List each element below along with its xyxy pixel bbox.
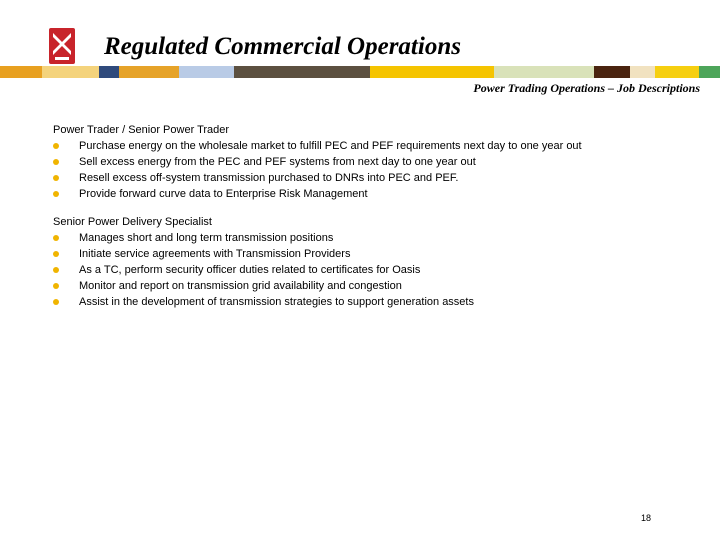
cross-arrows-logo-icon [49,28,75,64]
bullet-icon [53,251,59,257]
color-bar-segment [99,66,119,78]
bullet-icon [53,283,59,289]
list-item [53,186,693,202]
page-title: Regulated Commercial Operations [104,33,461,60]
color-bar-segment [234,66,370,78]
logo [49,28,75,64]
bullet-text: Purchase energy on the wholesale market to fulfill PEC and PEF requirements next day to one year out [79,140,582,152]
page-number: 18 [641,513,652,523]
color-bar-segment [42,66,99,78]
list-item [53,246,693,262]
color-bar-segment [119,66,179,78]
section-power-delivery-specialist [53,214,693,310]
section-title: Power Trader / Senior Power Trader [53,124,230,136]
list-item [53,138,693,154]
bullet-icon [53,175,59,181]
bullet-icon [53,299,59,305]
bullet-icon [53,191,59,197]
job-descriptions [53,122,693,322]
color-bar-segment [699,66,720,78]
list-item [53,262,693,278]
color-bar-segment [370,66,494,78]
bullet-list [53,138,693,202]
color-bar-segment [494,66,594,78]
list-item [53,230,693,246]
color-bar-segment [179,66,234,78]
bullet-text: Assist in the development of transmission strategies to support generation assets [79,296,474,308]
bullet-icon [53,143,59,149]
bullet-text: Manages short and long term transmission positions [79,232,334,244]
bullet-icon [53,159,59,165]
bullet-icon [53,267,59,273]
list-item [53,154,693,170]
header-color-bar [0,66,720,78]
page-subtitle: Power Trading Operations – Job Descriptions [473,81,700,95]
bullet-text: Sell excess energy from the PEC and PEF systems from next day to one year out [79,156,476,168]
bullet-text: Initiate service agreements with Transmission Providers [79,248,351,260]
color-bar-segment [630,66,655,78]
section-power-trader [53,122,693,202]
color-bar-segment [0,66,42,78]
bullet-text: Provide forward curve data to Enterprise Risk Management [79,188,368,200]
bullet-text: Resell excess off-system transmission purchased to DNRs into PEC and PEF. [79,172,459,184]
bullet-list [53,230,693,310]
color-bar-segment [594,66,630,78]
bullet-text: As a TC, perform security officer duties related to certificates for Oasis [79,264,421,276]
section-title: Senior Power Delivery Specialist [53,216,212,228]
bullet-icon [53,235,59,241]
list-item [53,278,693,294]
logo-base [55,57,69,60]
color-bar-segment [655,66,699,78]
bullet-text: Monitor and report on transmission grid availability and congestion [79,280,402,292]
list-item [53,170,693,186]
list-item [53,294,693,310]
